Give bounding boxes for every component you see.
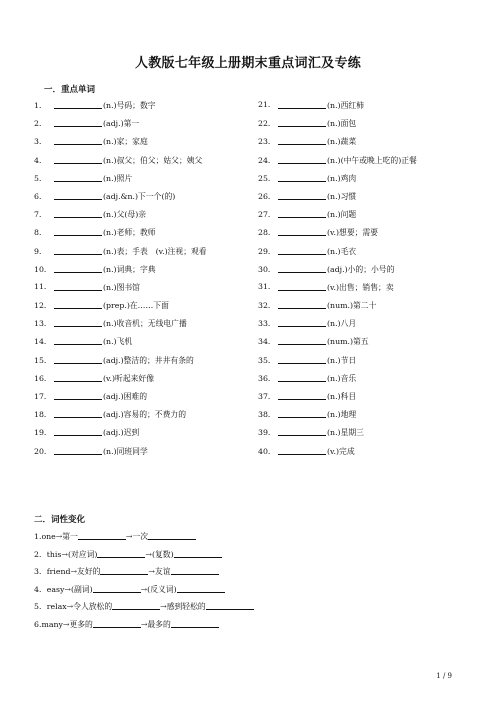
vocab-item [258,409,417,427]
item-number: 3． [34,137,47,147]
answer-blank[interactable] [97,549,145,558]
item-definition: (n.)地理 [327,410,357,420]
word-form-prompt: 2．this→(对应词) [34,549,98,559]
item-definition: (n.)收音机；无线电广播 [103,319,187,329]
item-definition: (n.)鸡肉 [327,173,357,183]
vocab-item [258,264,417,282]
vocab-item [34,409,207,427]
item-number: 7． [34,210,47,220]
answer-blank[interactable] [100,566,148,575]
vocab-list-right [258,100,417,464]
answer-blank[interactable] [278,282,326,291]
item-number: 15． [34,355,52,365]
word-form-item [34,531,254,549]
item-number: 39． [258,428,276,438]
vocab-item [34,100,207,118]
vocab-list-left [34,100,207,464]
vocab-item [34,446,207,464]
word-form-prompt-2: →(反义词) [140,584,177,594]
answer-blank[interactable] [93,584,141,593]
answer-blank[interactable] [171,566,219,575]
item-definition: (n.)号码；数字 [103,101,156,110]
word-form-prompt-2: →(复数) [145,549,174,559]
answer-blank[interactable] [206,601,254,610]
answer-blank[interactable] [54,300,102,309]
vocab-item [34,336,207,354]
word-form-prompt: 4．easy→(副词) [34,584,93,594]
item-definition: (n.)父(母)亲 [103,210,147,220]
vocab-item [34,391,207,409]
item-number: 19． [34,428,52,438]
word-form-prompt: 3．friend→友好的 [34,567,101,576]
word-form-item [34,584,254,602]
vocab-item [258,282,417,300]
item-definition: (v.)听起来好像 [103,373,155,383]
vocab-item [34,264,207,282]
item-definition: (n.)习惯 [327,191,357,201]
item-definition: (adj.)困难的 [103,392,148,401]
vocab-item [34,209,207,227]
item-definition: (n.)家；家庭 [103,137,148,147]
item-definition: (n.)词典；字典 [103,264,156,274]
answer-blank[interactable] [278,355,326,364]
item-number: 40． [258,446,276,456]
vocab-item [34,318,207,336]
item-definition: (n.)飞机 [103,337,133,347]
word-form-item [34,601,254,619]
word-form-prompt-2: →最多的 [140,619,171,629]
vocab-item [258,155,417,173]
vocab-item [34,427,207,445]
answer-blank[interactable] [278,300,326,309]
item-definition: (n.)表；手表 (v.)注视；观看 [103,246,207,256]
answer-blank[interactable] [174,549,222,558]
item-number: 24． [258,155,276,165]
answer-blank[interactable] [148,531,196,540]
word-form-prompt-2: →一次 [125,532,149,541]
answer-blank[interactable] [54,264,102,273]
answer-blank[interactable] [278,409,326,418]
answer-blank[interactable] [54,155,102,164]
item-definition: (v.)想要；需要 [327,228,379,238]
item-number: 17． [34,392,52,401]
section-heading-word-forms: 二．词性变化 [34,515,86,525]
vocab-item [258,427,417,445]
item-number: 5． [34,173,47,183]
item-number: 1． [34,101,47,110]
answer-blank[interactable] [93,619,141,628]
answer-blank[interactable] [171,619,219,628]
vocab-item [34,282,207,300]
answer-blank[interactable] [278,446,326,455]
item-number: 25． [258,173,276,183]
vocab-item [34,173,207,191]
vocab-item [34,355,207,373]
answer-blank[interactable] [54,100,102,109]
word-form-prompt: 5．relax→令人放松的 [34,602,113,611]
item-number: 13． [34,319,52,329]
item-definition: (n.)节日 [327,355,357,365]
item-number: 30． [258,264,276,274]
item-definition: (adj.)迟到 [103,428,140,438]
page-title: 人教版七年级上册期末重点词汇及专练 [134,56,362,71]
section-heading-vocab: 一．重点单词 [44,85,96,95]
vocab-item [34,155,207,173]
answer-blank[interactable] [278,100,326,109]
item-definition: (adj.)小的；小号的 [327,264,395,274]
answer-blank[interactable] [278,336,326,345]
vocab-item [258,300,417,318]
item-definition: (adj.)容易的；不费力的 [103,410,186,420]
item-number: 26． [258,191,276,201]
item-number: 28． [258,228,276,238]
item-number: 8． [34,228,47,238]
item-definition: (n.)西红柿 [327,101,364,110]
item-definition: (v.)完成 [327,446,355,456]
answer-blank[interactable] [54,282,102,291]
answer-blank[interactable] [177,584,225,593]
vocab-item [34,373,207,391]
vocab-item [258,209,417,227]
word-form-item [34,549,254,567]
vocab-item [258,336,417,354]
vocab-item [258,227,417,245]
answer-blank[interactable] [54,227,102,236]
answer-blank[interactable] [54,355,102,364]
answer-blank[interactable] [54,209,102,218]
vocab-item [34,136,207,154]
item-definition: (n.)音乐 [327,373,357,383]
answer-blank[interactable] [54,391,102,400]
item-number: 21. [258,100,271,109]
item-definition: (n.)蔬菜 [327,137,357,147]
word-form-prompt-2: →友谊 [148,567,171,576]
item-definition: (n.)叔父；伯父；姑父；姨父 [103,155,203,165]
answer-blank[interactable] [278,209,326,218]
answer-blank[interactable] [54,173,102,182]
item-definition: (prep.)在……下面 [103,301,169,311]
item-number: 35． [258,355,276,365]
answer-blank[interactable] [112,601,160,610]
answer-blank[interactable] [278,227,326,236]
item-definition: (n.)八月 [327,319,357,329]
item-number: 2． [34,119,47,129]
item-number: 31. [258,281,271,291]
item-number: 20． [34,446,52,456]
item-number: 10． [34,264,52,274]
word-form-prompt: 1.one→第一 [34,532,78,541]
answer-blank[interactable] [78,531,126,540]
vocab-item [34,227,207,245]
vocab-item [34,118,207,136]
item-number: 33． [258,319,276,329]
item-definition: (n.)问题 [327,210,357,220]
answer-blank[interactable] [278,155,326,164]
vocab-item [34,300,207,318]
vocab-item [258,355,417,373]
answer-blank[interactable] [278,246,326,255]
answer-blank[interactable] [54,446,102,455]
page-number: 1 / 9 [436,672,452,680]
answer-blank[interactable] [54,118,102,127]
vocab-item [258,136,417,154]
vocab-item [258,100,417,118]
word-form-item [34,619,254,637]
item-number: 11. [34,281,47,291]
word-form-list [34,531,254,636]
vocab-item [34,246,207,264]
word-form-prompt: 6.many→更多的 [34,619,93,629]
item-number: 9． [34,246,47,256]
item-definition: (n.)照片 [103,173,133,183]
answer-blank[interactable] [278,118,326,127]
vocab-item [258,318,417,336]
word-form-item [34,566,254,584]
item-number: 27． [258,210,276,220]
answer-blank[interactable] [54,427,102,436]
vocab-item [258,446,417,464]
answer-blank[interactable] [278,391,326,400]
vocab-item [258,173,417,191]
item-number: 23． [258,137,276,147]
item-definition: (n.)同班同学 [103,446,148,456]
item-number: 34． [258,337,276,347]
item-definition: (num.)第二十 [327,301,377,311]
item-definition: (n.)科目 [327,392,357,401]
vocab-item [258,191,417,209]
vocab-item [258,391,417,409]
item-number: 29． [258,246,276,256]
answer-blank[interactable] [54,373,102,382]
answer-blank[interactable] [54,409,102,418]
word-form-prompt-2: →感到轻松的 [160,602,206,611]
item-definition: (v.)出售；销售；卖 [327,282,394,292]
item-number: 4． [34,155,47,165]
answer-blank[interactable] [278,373,326,382]
item-definition: (adj.)整洁的；井井有条的 [103,355,194,365]
item-definition: (adj.)第一 [103,119,140,129]
answer-blank[interactable] [54,318,102,327]
item-number: 36． [258,373,276,383]
item-definition: (n.)(中午或晚上吃的)正餐 [327,155,417,165]
item-number: 12． [34,301,52,311]
vocab-item [258,246,417,264]
vocab-item [258,373,417,391]
item-definition: (adj.&n.)下一个(的) [103,191,176,201]
item-number: 32． [258,301,276,311]
item-number: 6． [34,191,47,201]
answer-blank[interactable] [278,173,326,182]
answer-blank[interactable] [278,191,326,200]
item-number: 22． [258,119,276,129]
answer-blank[interactable] [54,246,102,255]
answer-blank[interactable] [54,136,102,145]
vocab-item [258,118,417,136]
item-definition: (n.)星期三 [327,428,364,438]
answer-blank[interactable] [278,318,326,327]
item-definition: (n.)毛衣 [327,246,357,256]
item-definition: (num.)第五 [327,337,369,347]
item-number: 16． [34,373,52,383]
vocab-item [34,191,207,209]
item-definition: (n.)图书馆 [103,282,140,292]
item-definition: (n.)老师；教师 [103,228,156,238]
answer-blank[interactable] [278,264,326,273]
answer-blank[interactable] [54,191,102,200]
item-number: 38． [258,410,276,420]
answer-blank[interactable] [54,336,102,345]
item-definition: (n.)面包 [327,119,357,129]
answer-blank[interactable] [278,136,326,145]
item-number: 14． [34,337,52,347]
item-number: 18． [34,410,52,420]
item-number: 37． [258,392,276,401]
answer-blank[interactable] [278,427,326,436]
